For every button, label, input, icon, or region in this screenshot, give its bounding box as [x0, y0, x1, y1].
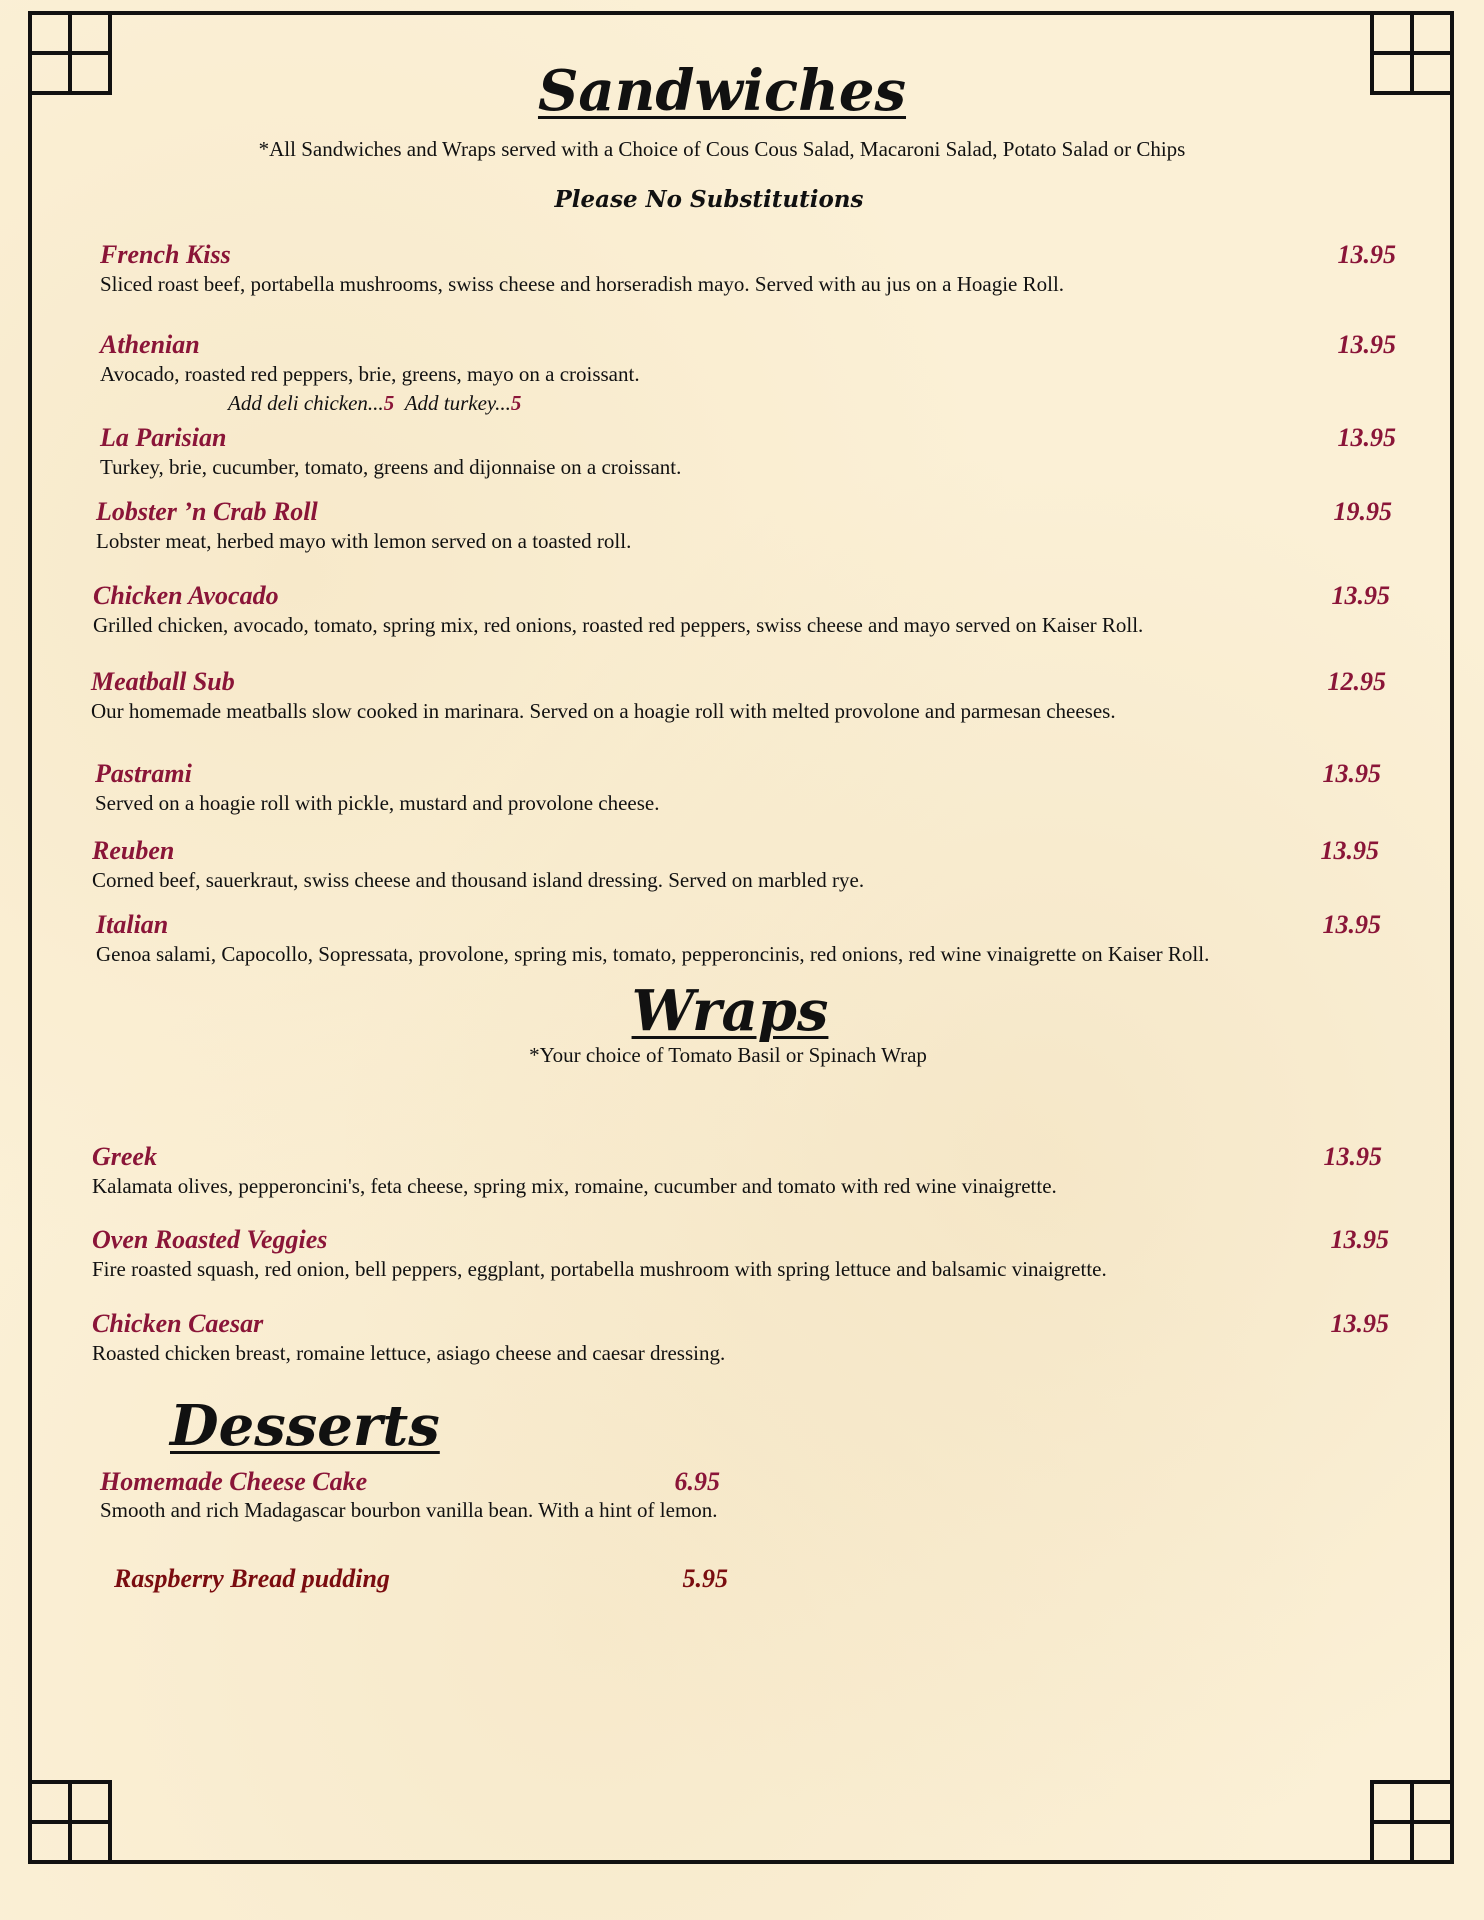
menu-item-name: Chicken Avocado: [93, 581, 279, 610]
menu-item-price: 13.95: [1323, 1142, 1382, 1171]
menu-item-price: 13.95: [1337, 240, 1396, 269]
menu-item-description: Genoa salami, Capocollo, Sopressata, provolone, spring mis, tomato, pepperoncinis, red onions, red wine vinaigrette on Kaiser Roll.: [96, 942, 1210, 966]
menu-item-description: Corned beef, sauerkraut, swiss cheese and thousand island dressing. Served on marbled rye.: [92, 868, 865, 892]
menu-item-price: 13.95: [1330, 1309, 1389, 1338]
corner-ornament-bottom-right: [1370, 1780, 1454, 1864]
menu-item-name: French Kiss: [100, 240, 231, 269]
menu-item-price: 13.95: [1337, 330, 1396, 359]
menu-item-price: 13.95: [1337, 423, 1396, 452]
menu-item-description: Avocado, roasted red peppers, brie, greens, mayo on a croissant.: [100, 362, 640, 386]
addon-chicken-price: 5: [383, 391, 395, 415]
menu-item-description: Roasted chicken breast, romaine lettuce, asiago cheese and caesar dressing.: [92, 1341, 726, 1365]
menu-item-name: Greek: [92, 1142, 157, 1171]
menu-item-name: La Parisian: [100, 423, 227, 452]
corner-ornament-bottom-left: [28, 1780, 112, 1864]
menu-item-price: 13.95: [1322, 910, 1381, 939]
menu-item-name: Reuben: [92, 836, 175, 865]
menu-item-name: Athenian: [100, 330, 200, 359]
desserts-heading: Desserts: [170, 1393, 440, 1459]
sandwiches-heading: Sandwiches: [537, 58, 907, 124]
addon-options: [228, 391, 521, 416]
no-substitutions-note: Please No Substitutions: [554, 186, 864, 213]
wrap-choice-note: *Your choice of Tomato Basil or Spinach Wrap: [529, 1043, 927, 1067]
addon-chicken-label: Add deli chicken...: [228, 391, 384, 415]
menu-item-price: 12.95: [1327, 667, 1386, 696]
menu-item-description: Turkey, brie, cucumber, tomato, greens and dijonnaise on a croissant.: [100, 455, 682, 479]
menu-item-description: Kalamata olives, pepperoncini's, feta cheese, spring mix, romaine, cucumber and tomato with red wine vinaigrette.: [92, 1174, 1057, 1198]
dessert-item-description: Smooth and rich Madagascar bourbon vanilla bean. With a hint of lemon.: [100, 1498, 718, 1522]
menu-item-name: Lobster ’n Crab Roll: [96, 497, 318, 526]
dessert-item-price: 6.95: [674, 1467, 720, 1496]
menu-item-description: Grilled chicken, avocado, tomato, spring mix, red onions, roasted red peppers, swiss cheese and mayo served on Kaiser Roll.: [93, 613, 1144, 637]
addon-turkey-label: Add turkey...: [404, 391, 511, 415]
dessert-item-price: 5.95: [682, 1564, 728, 1593]
menu-item-name: Pastrami: [95, 759, 192, 788]
wraps-heading: Wraps: [631, 978, 829, 1044]
menu-item-price: 19.95: [1333, 497, 1392, 526]
menu-item-name: Meatball Sub: [91, 667, 235, 696]
menu-item-description: Sliced roast beef, portabella mushrooms, swiss cheese and horseradish mayo. Served with au jus on a Hoagie Roll.: [100, 272, 1065, 296]
menu-item-price: 13.95: [1322, 759, 1381, 788]
menu-item-price: 13.95: [1330, 1225, 1389, 1254]
dessert-item-name: Homemade Cheese Cake: [100, 1467, 368, 1496]
menu-item-name: Italian: [96, 910, 169, 939]
sides-note: *All Sandwiches and Wraps served with a Choice of Cous Cous Salad, Macaroni Salad, Potato Salad or Chips: [258, 137, 1186, 161]
menu-item-name: Oven Roasted Veggies: [92, 1225, 328, 1254]
menu-item-name: Chicken Caesar: [92, 1309, 264, 1338]
menu-item-price: 13.95: [1331, 581, 1390, 610]
menu-item-description: Served on a hoagie roll with pickle, mustard and provolone cheese.: [95, 791, 660, 815]
dessert-item-name: Raspberry Bread pudding: [114, 1564, 390, 1593]
menu-item-description: Fire roasted squash, red onion, bell peppers, eggplant, portabella mushroom with spring lettuce and balsamic vinaigrette.: [92, 1257, 1107, 1281]
menu-item-price: 13.95: [1320, 836, 1379, 865]
menu-item-description: Lobster meat, herbed mayo with lemon served on a toasted roll.: [96, 529, 632, 553]
addon-turkey-price: 5: [510, 391, 522, 415]
menu-item-description: Our homemade meatballs slow cooked in marinara. Served on a hoagie roll with melted provolone and parmesan cheeses.: [91, 699, 1116, 723]
